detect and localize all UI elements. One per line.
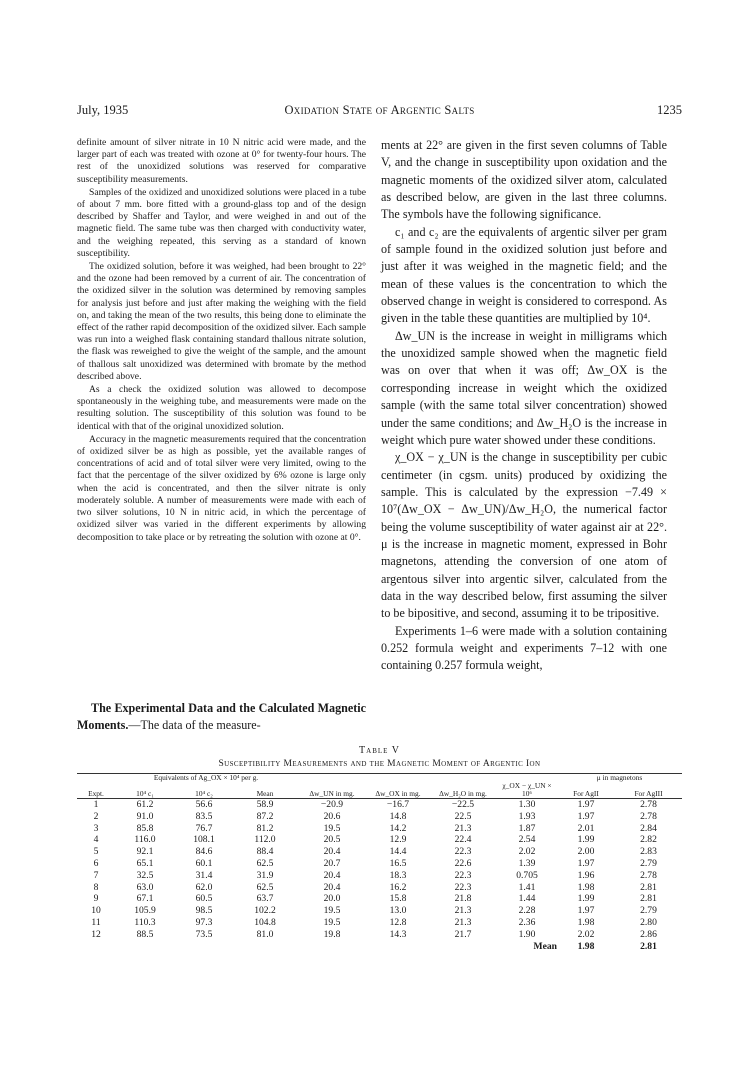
table-cell: 21.7: [454, 928, 472, 940]
table-cell: 67.1: [136, 893, 154, 905]
table-cell: −22.5: [429, 799, 497, 811]
table-cell: 81.0: [256, 928, 274, 940]
section-heading-block: [77, 700, 366, 734]
running-title: Oxidation State of Argentic Salts: [284, 103, 475, 117]
table-cell: 104.8: [254, 916, 276, 928]
table-cell: 22.4: [454, 834, 472, 846]
right-paragraph: Experiments 1–6 were made with a solution containing 0.252 formula weight and experiments 7–12 with one containing 0.257 formula weight,: [381, 623, 667, 673]
table-cell: 2.81: [640, 893, 657, 905]
table-cell: 2.79: [640, 857, 657, 869]
page-number: 1235: [657, 103, 682, 117]
mean-ag3: 2.81: [640, 940, 657, 952]
section-heading-continuation: —The data of the measure-: [128, 718, 261, 733]
table-cell: 5: [93, 846, 99, 858]
table-cell: 22.5: [454, 810, 472, 822]
table-caption: Susceptibility Measurements and the Magnetic Moment of Argentic Ion: [218, 759, 541, 769]
table-cell: 15.8: [389, 893, 407, 905]
table-cell: 20.7: [323, 857, 341, 869]
table-cell: 1.30: [497, 799, 557, 811]
table-cell: 0.705: [516, 869, 538, 881]
table-cell: 56.6: [175, 799, 233, 811]
page-header: [77, 103, 682, 121]
table-cell: 16.5: [389, 857, 407, 869]
table-cell: 22.3: [454, 869, 472, 881]
table-cell: 20.0: [323, 893, 341, 905]
table-cell: 12.9: [389, 834, 407, 846]
table-cell: 81.2: [256, 822, 274, 834]
table-cell: 2.01: [577, 822, 595, 834]
table-row: [77, 823, 682, 835]
table-cell: 1.97: [577, 905, 595, 917]
left-paragraph: definite amount of silver nitrate in 10 N nitric acid were made, and the larger part of each was treated with ozone at 0° for twenty-four hours. The rest of the unoxidized solutions was reserved for comparative susceptibility measurements.: [77, 137, 366, 185]
table-cell: 62.5: [256, 857, 274, 869]
table-cell: 20.5: [323, 834, 341, 846]
left-column-small-text: [77, 137, 366, 544]
table-cell: 20.4: [323, 846, 341, 858]
column-header: 10⁴ c₂: [195, 789, 213, 798]
table-cell: 21.3: [454, 905, 472, 917]
table-cell: 108.1: [193, 834, 215, 846]
table-cell: 1.39: [518, 857, 536, 869]
table-v: [77, 745, 682, 953]
column-header: 10⁴ c₁: [136, 789, 154, 798]
table-cell: 2.82: [640, 834, 657, 846]
table-cell: 84.6: [195, 846, 213, 858]
table-cell: 21.3: [454, 916, 472, 928]
column-header: Expt.: [88, 789, 104, 798]
table-cell: 2.02: [577, 928, 595, 940]
column-header: For AgIII: [634, 789, 663, 798]
table-cell: −20.9: [297, 799, 367, 811]
table-cell: 1: [77, 799, 115, 811]
table-cell: 1.90: [518, 928, 536, 940]
table-cell: 1.97: [577, 810, 595, 822]
group-header: Equivalents of Ag_OX × 10⁴ per g.: [153, 773, 259, 782]
table-cell: 14.2: [389, 822, 407, 834]
table-cell: 10: [91, 905, 101, 917]
table-row: [77, 882, 682, 894]
table-cell: 1.99: [577, 893, 595, 905]
table-cell: 62.0: [195, 881, 213, 893]
table-cell: 2.02: [518, 846, 536, 858]
table-cell: 16.2: [389, 881, 407, 893]
table-cell: 18.3: [389, 869, 407, 881]
table-cell: 62.5: [256, 881, 274, 893]
table-cell: 2.78: [615, 799, 682, 811]
table-cell: 2.84: [640, 822, 657, 834]
mean-ag2: 1.98: [577, 940, 595, 952]
table-cell: 88.5: [136, 928, 154, 940]
table-cell: 2.36: [518, 916, 536, 928]
table-cell: 13.0: [389, 905, 407, 917]
header-date: July, 1935: [77, 103, 129, 117]
table-cell: 3: [93, 822, 99, 834]
table-cell: 7: [93, 869, 99, 881]
table-cell: 1.99: [577, 834, 595, 846]
table-cell: 9: [93, 893, 99, 905]
left-paragraph: As a check the oxidized solution was allowed to decompose spontaneously in the weighing tube, and measurements were made on the resulting solution. The susceptibility of this solution was found to be identical with that of the original unoxidized solution.: [77, 384, 366, 432]
table-cell: 91.0: [136, 810, 154, 822]
table-cell: 1.97: [577, 857, 595, 869]
table-row: [77, 846, 682, 858]
table-cell: 88.4: [256, 846, 274, 858]
table-label: Table V: [359, 745, 400, 756]
mu-header: μ in magnetons: [596, 773, 643, 782]
table-cell: 19.5: [323, 916, 341, 928]
left-paragraph: Accuracy in the magnetic measurements required that the concentration of oxidized silver be as high as possible, yet the available ranges of concentrations of acid and of total silver were very limited, owing to the fact that the percentage of the silver oxidized by 6% ozone is large only when the acid is concentrated, and then the silver nitrate is only moderately soluble. A number of measurements were made with each of two silver solutions, 10 N in nitric acid, in which the percentage of oxidized silver was varied in the different experiments by allowing decomposition to take place or by retreating the solution with ozone at 0°.: [77, 433, 366, 543]
table-cell: 87.2: [256, 810, 274, 822]
table-cell: 8: [93, 881, 99, 893]
table-row: [77, 858, 682, 870]
table-cell: 22.3: [454, 846, 472, 858]
table-cell: 2.81: [640, 881, 657, 893]
table-cell: 32.5: [136, 869, 154, 881]
table-cell: 92.1: [136, 846, 154, 858]
table-cell: 2.00: [577, 846, 595, 858]
table-cell: 73.5: [195, 928, 213, 940]
table-cell: 102.2: [254, 905, 276, 917]
table-cell: 4: [93, 834, 99, 846]
table-cell: 65.1: [136, 857, 154, 869]
table-cell: −16.7: [367, 799, 429, 811]
table-cell: 2.79: [640, 905, 657, 917]
right-paragraph: c₁ and c₂ are the equivalents of argentic silver per gram of sample found in the oxidized solution just before and just after it was weighed in the magnetic field; and the mean of these values is the concentration to which the observed change in weight is considered to correspond. As given in the table these quantities are multiplied by 10⁴.: [381, 224, 667, 326]
table-cell: 14.3: [389, 928, 407, 940]
table-row: [77, 893, 682, 905]
mean-label: Mean: [533, 940, 557, 952]
table-cell: 20.4: [323, 881, 341, 893]
table-cell: 1.97: [557, 799, 615, 811]
table-cell: 58.9: [233, 799, 297, 811]
right-paragraph: ments at 22° are given in the first seven columns of Table V, and the change in susceptibility upon oxidation and the magnetic moments of the oxidized silver atom, calculated as described below, are given in the last three columns. The symbols have the following significance.: [381, 138, 667, 222]
right-paragraph: Δw_UN is the increase in weight in milligrams which the unoxidized sample showed when the magnetic field was on over that when it was off; Δw_OX is the corresponding increase in weight which the oxidized sample (with the same total silver concentration) showed under the same conditions; and Δw_H₂O is the increase in weight which pure water showed under these conditions.: [381, 328, 667, 447]
right-paragraph: χ_OX − χ_UN is the change in susceptibility per cubic centimeter (in cgsm. units) produced by oxidizing the sample. This is calculated by the expression −7.49 × 10⁷(Δw_OX − Δw_UN)/Δw_H₂O, the numerical factor being the volume susceptibility of water against air at 22°. μ is the increase in magnetic moment, expressed in Bohr magnetons, attending the conversion of one atom of argentous silver into argentic silver, calculated from the data in the way described below, first assuming the silver to be bipositive, and second, assuming it to be tripositive.: [381, 450, 667, 621]
table-cell: 61.2: [115, 799, 175, 811]
section-heading: The Experimental Data and the Calculated Magnetic Moments.: [77, 701, 366, 733]
table-row: [77, 834, 682, 846]
table-cell: 20.6: [323, 810, 341, 822]
table-cell: 1.87: [518, 822, 536, 834]
table-cell: 63.7: [256, 893, 274, 905]
table-cell: 20.4: [323, 869, 341, 881]
table-row: [77, 811, 682, 823]
table-cell: 2: [93, 810, 99, 822]
table-cell: 2.78: [640, 869, 657, 881]
table-row: [77, 929, 682, 941]
left-paragraph: Samples of the oxidized and unoxidized solutions were placed in a tube of about 7 mm. bore fitted with a ground-glass top and of the design described by Shaffer and Taylor, and were weighed in and out of the magnetic field. The same tube was then charged with conductivity water, and the weighing repeated, this serving as a standard of known susceptibility.: [77, 186, 366, 259]
left-paragraph: The oxidized solution, before it was weighed, had been brought to 22° and the ozone had been removed by a current of air. The concentration of the oxidized silver in the solution was determined by removing samples for analysis just before and just after making the weighing with the field on, and taking the mean of the two results, this being done to eliminate the effect of the rather rapid decomposition of the oxidized silver. Each sample was run into a weighed flask containing standard thallous nitrate solution, the flask was reweighed to give the weight of the sample, and the amount of thallous salt unoxidized was determined with bromate by the method described above.: [77, 261, 366, 382]
table-row: [77, 905, 682, 917]
table-row: [77, 799, 682, 811]
table-cell: 19.8: [323, 928, 341, 940]
table-cell: 2.86: [640, 928, 657, 940]
table-cell: 2.54: [518, 834, 536, 846]
table-cell: 110.3: [134, 916, 156, 928]
table-cell: 60.5: [195, 893, 213, 905]
table-cell: 31.4: [195, 869, 213, 881]
column-header: Mean: [256, 789, 274, 798]
table-cell: 2.78: [640, 810, 657, 822]
table-cell: 1.98: [577, 916, 595, 928]
table-cell: 1.98: [577, 881, 595, 893]
table-cell: 97.3: [195, 916, 213, 928]
table-cell: 22.3: [454, 881, 472, 893]
table-cell: 63.0: [136, 881, 154, 893]
table-row: [77, 870, 682, 882]
table-cell: 1.96: [577, 869, 595, 881]
table-cell: 19.5: [323, 905, 341, 917]
table-cell: 12.8: [389, 916, 407, 928]
column-header-row: [77, 782, 682, 799]
table-cell: 1.41: [518, 881, 536, 893]
table-row: [77, 917, 682, 929]
table-cell: 6: [93, 857, 99, 869]
table-cell: 2.83: [640, 846, 657, 858]
column-header: χ_OX − χ_UN × 10⁶: [502, 781, 552, 798]
table-cell: 116.0: [134, 834, 156, 846]
table-cell: 105.9: [134, 905, 156, 917]
table-cell: 21.3: [454, 822, 472, 834]
table-cell: 85.8: [136, 822, 154, 834]
mean-row: [77, 941, 682, 953]
table-body: [77, 799, 682, 941]
table-cell: 112.0: [254, 834, 276, 846]
table-cell: 21.8: [454, 893, 472, 905]
table-cell: 14.4: [389, 846, 407, 858]
table-cell: 1.44: [518, 893, 536, 905]
table-cell: 11: [91, 916, 101, 928]
table-cell: 14.8: [389, 810, 407, 822]
right-column-text: [381, 137, 667, 675]
table-cell: 22.6: [454, 857, 472, 869]
table-cell: 2.28: [518, 905, 536, 917]
table-cell: 12: [91, 928, 101, 940]
column-header: For AgII: [573, 789, 599, 798]
table-cell: 83.5: [195, 810, 213, 822]
table-cell: 19.5: [323, 822, 341, 834]
column-header: Δw_UN in mg.: [309, 789, 355, 798]
table-cell: 1.93: [518, 810, 536, 822]
table-cell: 2.80: [640, 916, 657, 928]
column-header: Δw_H₂O in mg.: [439, 789, 487, 798]
table-cell: 60.1: [195, 857, 213, 869]
table-cell: 76.7: [195, 822, 213, 834]
column-header: Δw_OX in mg.: [375, 789, 421, 798]
table-cell: 31.9: [256, 869, 274, 881]
table-cell: 98.5: [195, 905, 213, 917]
data-table: [77, 774, 682, 953]
